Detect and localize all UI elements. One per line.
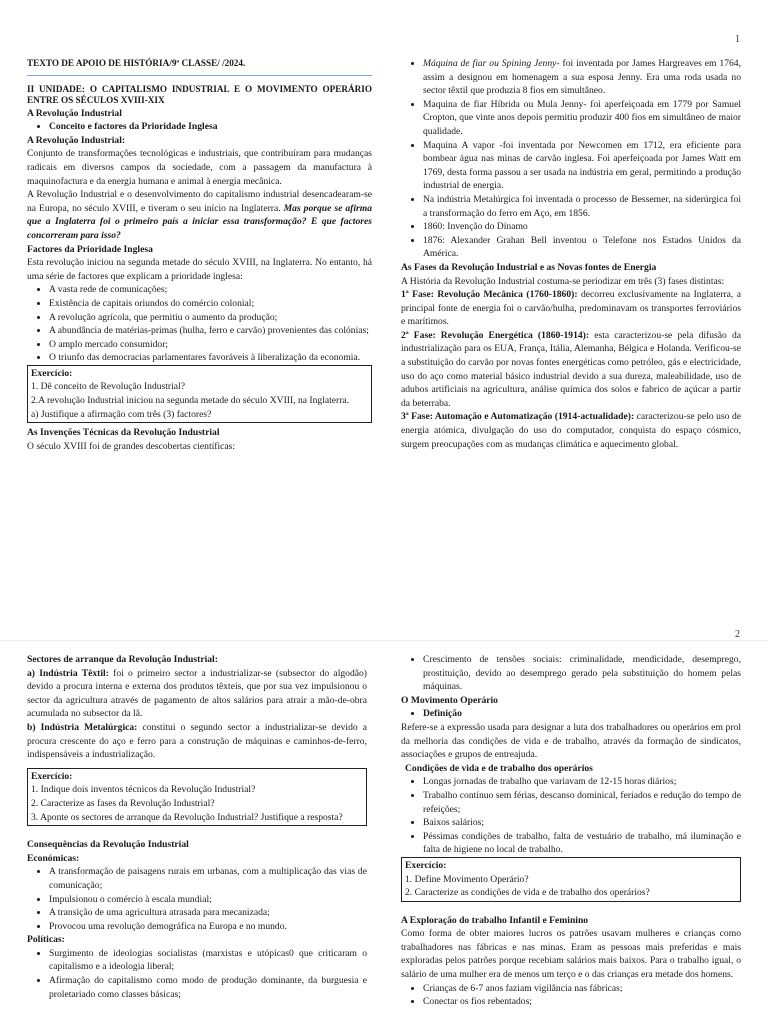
paragraph-question: Mas porque se afirma que a Inglaterra foi o primeiro país a iniciar essa transformação? E que factores concorreram para isso? [27,202,372,241]
page1-left-column [27,57,372,453]
list-item: • A transição de uma agricultura atrasada para mecanizada; [49,906,367,920]
paragraph-fases: A História da Revolução Industrial costuma-se periodizar em três (3) fases distintas: [401,275,725,287]
paragraph-factores: Esta revolução iniciou na segunda metade do século XVIII, na Inglaterra. No entanto, há uma série de factores que explicam a prioridade inglesa: [27,257,372,282]
politicas-list [27,947,367,1001]
fase-1-text: decorreu exclusivamente na Inglaterra, a principal fonte de energia foi o carvão/hulha, predominavam os transportes ferroviários e marítimos. [401,289,741,328]
exercise-item: 1. Indique dois inventos técnicos da Revolução Industrial? [31,784,256,796]
fase-3-text: caracterizou-se pelo uso de energia atómica, divulgação do uso do computador, conquista do espaço cósmico, surgem preocupações com as mudanças climática e aquecimento global. [401,411,741,450]
list-item: • Existência de capitais oriundos do comércio colonial; [49,297,372,311]
exercise-item: 2. Caracterize as fases da Revolução Industrial? [31,797,215,809]
list-item: • A vasta rede de comunicações; [49,283,372,297]
list-item: • A revolução agrícola, que permitiu o aumento da produção; [49,311,372,325]
list-item: • 1876: Alexander Grahan Bell inventou o Telefone nos Estados Unidos da América. [423,234,741,261]
exercise-item: 1. Define Movimento Operário? [405,873,529,885]
list-item: • A abundância de matérias-primas (hulha, ferro e carvão) provenientes das colónias; [49,324,372,338]
exercise-title: Exercício: [31,367,73,379]
heading-fases: As Fases da Revolução Industrial e as Novas fontes de Energia [401,261,657,273]
unit-heading: II UNIDADE: O CAPITALISMO INDUSTRIAL E O MOVIMENTO OPERÁRIO ENTRE OS SÉCULOS XVIII-XIX [27,83,372,106]
paragraph-desenvolvimento [27,188,372,242]
bullet-definicao: • Definição [423,707,741,721]
list-item: • A transformação de paisagens rurais em urbanas, com a multiplicação das vias de comunicação; [49,865,367,892]
list-item: • 1860: Invenção do Dínamo [423,220,741,234]
fase-2 [401,329,741,411]
exercise-item: 2. Caracterize as condições de vida e de trabalho dos operários? [405,887,650,899]
list-item: • Conectar os fios rebentados; [423,995,741,1009]
invencao-text: - foi inventada por James Hargreaves em 1764, assim a designou em homenagem a sua esposa Jenny. Era uma roda usada no sector têxtil que produzia 8 fios em simultâneo. [423,58,741,97]
paragraph-conceito: Conjunto de transformações tecnológicas e industriais, que contribuíram para mudanças radicais em diversos campos da sociedade, com a passagem da manufactura à maquinofactura e da energia humana e animal à energia mecânica. [27,148,372,187]
page-number: 2 [735,629,740,640]
list-item: • Trabalho contínuo sem férias, descanso dominical, feriados e redução do tempo de refeições; [423,789,741,816]
page2-right-column [401,653,741,1009]
page2-left-column [27,653,367,1001]
document-title: TEXTO DE APOIO DE HISTÓRIA/9ª CLASSE/ /2024. [27,58,246,68]
economicas-list [27,865,367,933]
paragraph-desenvolvimento-text: A Revolução Industrial e o desenvolvimento do capitalismo industrial desencadearam-se na Europa, no século XVIII, e tiveram o seu início na Inglaterra. [27,189,372,214]
exercise-item: 2.A revolução Industrial iniciou na segunda metade do século XVIII, na Inglaterra. [31,395,350,407]
exercise-item: a) Justifique a afirmação com três (3) factores? [31,408,212,420]
list-item: • Maquina A vapor -foi inventada por Newcomen em 1712, era eficiente para bombear água nas minas de carvão inglesa. Foi aperfeiçoada por James Watt em 1769, desta forma passou a ser usada na indústria em geral, permitindo a produção industrial de energia. [423,139,741,193]
factores-list [27,283,372,365]
title-divider [27,75,372,76]
paragraph-exploracao: Como forma de obter maiores lucros os patrões usavam mulheres e crianças como trabalhadores nas fábricas e nas minas. Eram as pessoas mais preferidas e mais exploradas pelos patrões porque recebiam salários mais baixos. Para o trabalho igual, o salário de uma mulher era de menos um terço e o das crianças era metade dos homens. [401,928,741,981]
invencoes-list [401,57,741,261]
list-item: • Na indústria Metalúrgica foi inventada o processo de Bessemer, na siderúrgica foi a transformação do ferro em Aço, em 1856. [423,193,741,220]
list-item: • Baixos salários; [423,816,741,830]
list-item [423,57,741,98]
heading-economicas: Económicas: [27,852,80,864]
list-item: • Péssimas condições de trabalho, falta de vestuário de trabalho, má iluminação e falta de higiene no local de trabalho. [423,830,741,857]
exercise-box [401,857,741,902]
sector-metalurgica-label: b) Indústria Metalúrgica: [27,721,138,733]
invencao-name: Máquina de fiar ou Spining Jenny [423,58,557,69]
paragraph-definicao: Refere-se a expressão usada para designar a luta dos trabalhadores ou operários em prol da melhoria das condições de vida e de trabalho, através da formação de sindicatos, associações e grupos de entreajuda. [401,721,741,761]
exercise-box [27,768,367,826]
exercise-box [27,365,372,423]
list-item: • Impulsionou o comércio à escala mundial; [49,893,367,907]
heading-movimento: O Movimento Operário [401,694,498,706]
sector-metalurgica-text: constitui o segundo sector a industrializar-se devido a procura crescente do aço e ferro para a construção de máquinas e caminhos-de-ferro, indispensáveis a industrialização. [27,721,367,761]
exercise-item: 3. Aponte os sectores de arranque da Revolução Industrial? Justifique a resposta? [31,811,343,823]
page-2 [0,629,768,1025]
list-item: • Provocou uma revolução demográfica na Europa e no mundo. [49,920,367,934]
bullet-conceito: • Conceito e factores da Prioridade Inglesa [49,120,372,134]
heading-consequencias: Consequências da Revolução Industrial [27,839,189,851]
sector-metalurgica [27,721,367,762]
heading-revolucao-2: A Revolução Industrial: [27,134,126,146]
heading-politicas: Políticas: [27,934,65,946]
sector-textil [27,667,367,721]
sector-textil-text: foi o primeiro sector a industrializar-se (subsector do algodão) devido a procura interna e externa dos produtos têxteis, que por sua vez impulsionou o sector da agricultura através de pagamento de altos salários para atrair a mão-de-obra acumulada no subsector da lã. [27,667,367,720]
bullet-conceito-list [27,120,372,134]
fase-2-text: esta caracterizou-se pela difusão da industrialização para os EUA, França, Itália, Alemanha, Bélgica e Holanda. Verificou-se a substituição do carvão por novas fontes energéticas como petróleo, gás e electricidade, uso do aço como material básico industrial devido a sua dureza, maleabilidade, uso de adubos artificiais na agricultura, análise química dos solos e fabrico de açúcar a partir da beterraba. [401,329,742,409]
heading-invencoes: As Invenções Técnicas da Revolução Industrial [27,427,220,439]
exploracao-list [401,982,741,1009]
paragraph-invencoes: O século XVIII foi de grandes descobertas científicas: [27,440,236,452]
list-item: • O triunfo das democracias parlamentares favoráveis à liberalização da economia. [49,351,372,365]
heading-exploracao: A Exploração do trabalho Infantil e Feminino [401,914,589,926]
list-item: • O amplo mercado consumidor; [49,338,372,352]
fase-3 [401,410,741,451]
page-number: 1 [735,34,740,45]
heading-factores: Factores da Prioridade Inglesa [27,243,153,255]
exercise-title: Exercício: [31,770,73,782]
list-item: • Crianças de 6-7 anos faziam vigilância nas fábricas; [423,982,741,996]
heading-revolucao: A Revolução Industrial [27,107,122,119]
list-item: • Crescimento de tensões sociais: criminalidade, mendicidade, desemprego, prostituição, devido ao desemprego gerado pela substituição do homem pelas máquinas. [423,653,741,694]
fase-2-title: 2ª Fase: Revolução Energética (1860-1914): [401,329,590,341]
heading-condicoes: Condições de vida e de trabalho dos operários [405,762,593,774]
exercise-title: Exercício: [405,859,447,871]
list-item: • Afirmação do capitalismo como modo de produção dominante, da burguesia e proletariado como classes básicas; [49,974,367,1001]
exercise-item: 1. Dê conceito de Revolução Industrial? [31,381,185,393]
fase-1-title: 1ª Fase: Revolução Mecânica (1760-1860): [401,289,578,301]
definicao-list [401,707,741,721]
list-item: • Surgimento de ideologias socialistas (marxistas e utópicas0 que criticaram o capitalismo e a ideologia liberal; [49,947,367,974]
fase-3-title: 3ª Fase: Automação e Automatização (1914-actualidade): [401,411,635,423]
list-item: • Maquina de fiar Híbrida ou Mula Jenny- foi aperfeiçoada em 1779 por Samuel Cropton, que vinte anos depois permitiu produzir 400 fios em simultâneo de maior qualidade. [423,98,741,139]
sector-textil-label: a) Indústria Têxtil: [27,667,109,679]
tensoes-list [401,653,741,694]
page1-right-column [401,57,741,451]
condicoes-list [401,775,741,857]
list-item: • Longas jornadas de trabalho que variavam de 12-15 horas diários; [423,775,741,789]
heading-sectores: Sectores de arranque da Revolução Industrial: [27,654,218,665]
fase-1 [401,288,741,329]
